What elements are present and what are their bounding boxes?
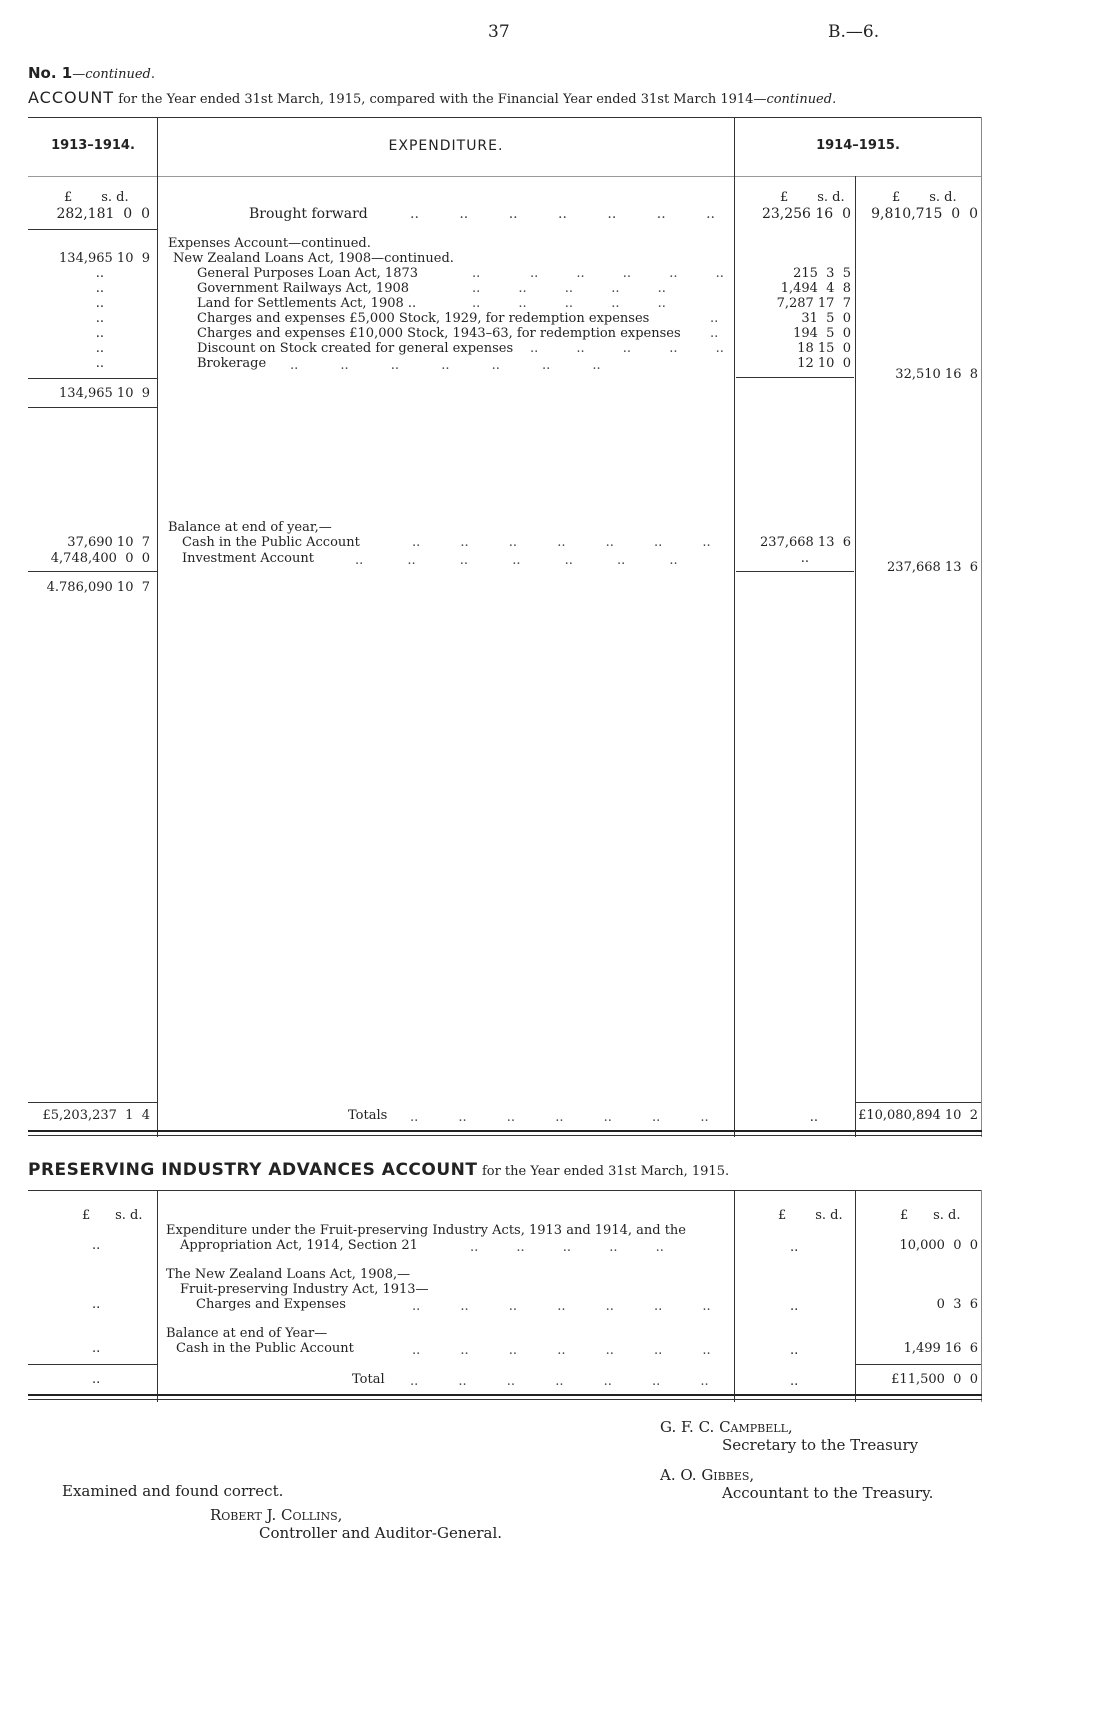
t2-left-rule-total [28,1364,157,1365]
nz-total-left: 134,965 10 9 [59,386,150,401]
item-left-value: .. [95,281,104,296]
table2-top-rule [28,1190,982,1191]
item-label: Charges and expenses £5,000 Stock, 1929, for redemption expenses [197,311,650,326]
page-reference: B.—6. [828,22,880,42]
page-number: 37 [488,22,510,42]
examined-note: Examined and found correct. [62,1482,284,1500]
t2-row2-line2: Fruit-preserving Industry Act, 1913— [180,1282,429,1297]
table1-top-rule [28,117,982,118]
investment-left: 4,748,400 0 0 [50,551,150,566]
left-rule-2 [28,378,157,379]
t2-row1-right: 10,000 0 0 [899,1238,978,1253]
balance-total-right: 237,668 13 6 [887,560,978,575]
balance-total-left: 4.786,090 10 7 [46,580,150,595]
t2-currency-sub: £ s. d. [778,1208,843,1223]
table2-right-edge [981,1190,982,1402]
preserving-title-bold: PRESERVING INDUSTRY ADVANCES ACCOUNT [28,1160,478,1180]
t2-row1-line2: Appropriation Act, 1914, Section 21 [180,1238,418,1253]
brought-forward-total: 9,810,715 0 0 [871,206,978,222]
table1-header-rule [28,176,982,177]
table1-right-edge [981,117,982,1137]
t2-right-rule-total [856,1364,981,1365]
col-header-1913: 1913–1914. [51,138,135,153]
signature-gibbes-name: A. O. Gibbes, [660,1466,755,1484]
t2-total-right: £11,500 0 0 [891,1372,978,1387]
t2-row3-right: 1,499 16 6 [903,1341,978,1356]
account-word: ACCOUNT [28,88,115,107]
signature-gibbes-title: Accountant to the Treasury. [722,1484,934,1502]
currency-header-sub: £ s. d. [780,190,845,205]
right-rule-totals-top [856,1102,981,1103]
item-amount: 194 5 0 [793,326,851,341]
t2-row2-left: .. [92,1297,101,1312]
brought-forward-left: 282,181 0 0 [56,206,150,222]
t2-double-rule-a [28,1394,982,1396]
totals-double-rule-a [28,1130,982,1132]
item-label: Government Railways Act, 1908 [197,281,410,296]
table2-divider-2 [734,1190,735,1402]
sub-rule-1 [736,377,854,378]
nz-loans-left: 134,965 10 9 [59,251,150,266]
table2-divider-3 [855,1190,856,1402]
t2-row2-line3: Charges and Expenses [196,1297,346,1312]
account-suffix: —continued. [753,92,837,107]
section-number [28,64,155,82]
totals-sub: .. [809,1110,818,1125]
t2-row1-leader: .. .. .. .. .. [470,1240,664,1255]
cash-label: Cash in the Public Account [182,535,360,550]
item-leader: .. [710,311,719,326]
item-label: Brokerage [197,356,267,371]
t2-currency-right: £ s. d. [900,1208,961,1223]
t2-row2-leader: .. .. .. .. .. .. .. [412,1299,711,1314]
cash-sub: 237,668 13 6 [760,535,851,550]
section-no-suffix: —continued. [72,67,155,82]
t2-total-sub: .. [790,1374,799,1389]
cash-left: 37,690 10 7 [67,535,150,550]
t2-row2-right: 0 3 6 [936,1297,978,1312]
t2-total-label: Total [352,1372,385,1387]
table1-divider-3 [855,176,856,1137]
investment-label: Investment Account [182,551,314,566]
col-header-1914: 1914–1915. [816,138,900,153]
item-amount: 31 5 0 [801,311,851,326]
item-label: Discount on Stock created for general expenses [197,341,514,356]
currency-header-left: £ s. d. [64,190,129,205]
left-rule-1 [28,229,157,230]
left-rule-totals-top [28,1102,157,1103]
t2-total-left: .. [92,1372,101,1387]
col-header-expenditure: EXPENDITURE. [388,138,504,154]
brought-forward-label: Brought forward [249,206,368,222]
t2-row1-sub: .. [790,1240,799,1255]
investment-sub: .. [800,551,809,566]
expenses-heading: Expenses Account—continued. [168,236,371,251]
item-left-value: .. [95,266,104,281]
item-label: General Purposes Loan Act, 1873 [197,266,419,281]
item-leader: .. .. .. .. .. [472,296,666,311]
item-left-value: .. [95,341,104,356]
totals-right: £10,080,894 10 2 [858,1108,978,1123]
t2-row3-leader: .. .. .. .. .. .. .. [412,1343,711,1358]
account-heading [28,88,836,107]
totals-label: Totals [348,1108,388,1123]
table2-divider-1 [157,1190,158,1402]
t2-double-rule-b [28,1399,982,1400]
totals-leader: .. .. .. .. .. .. .. [410,1110,709,1125]
brought-forward-leader: .. .. .. .. .. .. .. [410,206,716,222]
nz-total-right: 32,510 16 8 [895,367,978,382]
item-left-value: .. [95,326,104,341]
table1-divider-2 [734,117,735,1137]
signature-collins-name: Robert J. Collins, [210,1506,343,1524]
t2-row1-left: .. [92,1238,101,1253]
totals-left: £5,203,237 1 4 [42,1108,150,1123]
nz-loans-heading: New Zealand Loans Act, 1908—continued. [173,251,454,266]
sub-rule-2 [736,571,854,572]
left-rule-3 [28,407,157,408]
signature-campbell-title: Secretary to the Treasury [722,1436,919,1454]
item-amount: 12 10 0 [797,356,851,371]
t2-row2-sub: .. [790,1299,799,1314]
account-rest: for the Year ended 31st March, 1915, compared with the Financial Year ended 31st March 1914 [118,92,754,107]
section-no: No. 1 [28,64,73,82]
item-label: Charges and expenses £10,000 Stock, 1943–63, for redemption expenses [197,326,681,341]
item-leader: .. [472,266,481,281]
cash-leader: .. .. .. .. .. .. .. [412,535,711,550]
balance-heading: Balance at end of year,— [168,520,332,535]
item-amount: 7,287 17 7 [776,296,851,311]
investment-leader: .. .. .. .. .. .. .. [355,553,678,568]
totals-double-rule-b [28,1135,982,1136]
item-leader: .. .. .. .. .. .. .. [290,358,601,373]
t2-row3-line2: Cash in the Public Account [176,1341,354,1356]
preserving-title-rest: for the Year ended 31st March, 1915. [481,1164,730,1179]
item-label: Land for Settlements Act, 1908 .. [197,296,417,311]
item-amount: 1,494 4 8 [780,281,851,296]
t2-total-leader: .. .. .. .. .. .. .. [410,1374,709,1389]
t2-row3-line1: Balance at end of Year— [166,1326,328,1341]
t2-row3-left: .. [92,1341,101,1356]
t2-row1-line1: Expenditure under the Fruit-preserving Industry Acts, 1913 and 1914, and the [166,1223,686,1238]
table1-divider-1 [157,117,158,1137]
item-leader: .. [710,326,719,341]
signature-collins-title: Controller and Auditor-General. [259,1524,503,1542]
item-leader: .. .. .. .. .. [530,341,724,356]
t2-row3-sub: .. [790,1343,799,1358]
item-leader: .. .. .. .. .. [472,281,666,296]
brought-forward-sub: 23,256 16 0 [761,206,851,222]
item-amount: 215 3 5 [793,266,851,281]
item-left-value: .. [95,311,104,326]
preserving-title [28,1160,729,1180]
t2-row2-line1: The New Zealand Loans Act, 1908,— [166,1267,411,1282]
item-leader: .. .. .. .. .. [530,266,724,281]
item-left-value: .. [95,356,104,371]
item-amount: 18 15 0 [797,341,851,356]
item-left-value: .. [95,296,104,311]
signature-campbell-name: G. F. C. Campbell, [660,1418,793,1436]
currency-header-right: £ s. d. [892,190,957,205]
t2-currency-left: £ s. d. [82,1208,143,1223]
left-rule-4 [28,571,157,572]
